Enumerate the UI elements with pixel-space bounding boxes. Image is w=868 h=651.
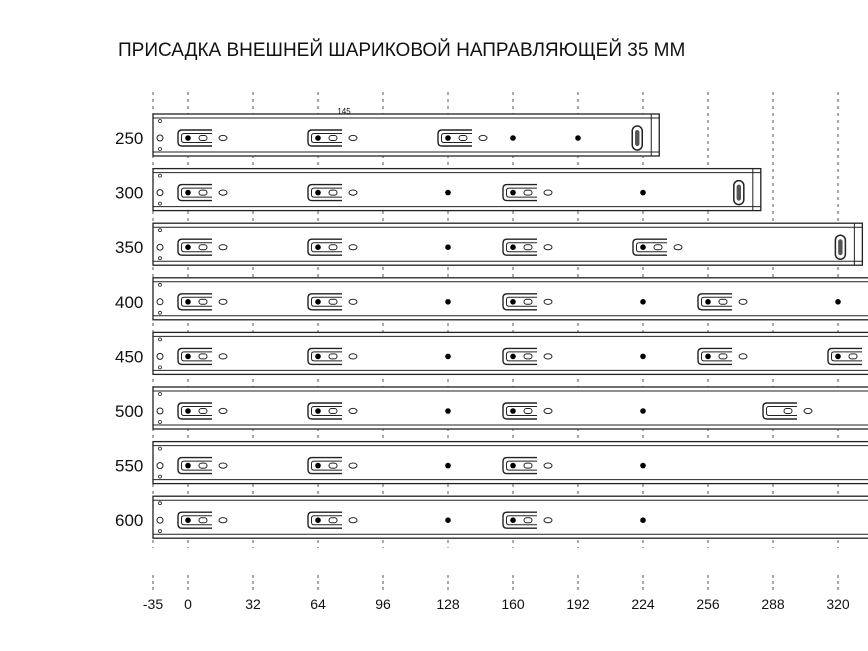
- drill-point: [445, 408, 451, 414]
- drill-point: [510, 354, 516, 360]
- oval-hole: [739, 354, 747, 359]
- end-hole: [157, 353, 163, 359]
- scale-label: 192: [566, 596, 590, 612]
- slot-hole: [849, 354, 857, 359]
- oval-hole: [804, 408, 812, 413]
- slot-hole: [329, 463, 337, 468]
- oval-hole: [739, 299, 747, 304]
- oval-hole: [219, 299, 227, 304]
- slot-hole: [199, 354, 207, 359]
- end-stop-slot: [635, 130, 639, 146]
- rivet: [159, 120, 162, 123]
- drill-point: [185, 244, 191, 250]
- drill-point: [315, 463, 321, 469]
- drill-point: [445, 354, 451, 360]
- slot-hole: [524, 518, 532, 523]
- rivet: [159, 257, 162, 260]
- slot-hole: [524, 190, 532, 195]
- drill-point: [185, 354, 191, 360]
- end-hole: [157, 517, 163, 523]
- rivet: [159, 202, 162, 205]
- top-annotation: 145: [337, 107, 351, 116]
- oval-hole: [544, 518, 552, 523]
- rail-row-250: [115, 114, 659, 156]
- slot-hole: [199, 409, 207, 414]
- drill-point: [315, 244, 321, 250]
- drill-point: [640, 299, 646, 305]
- scale-label: -35: [142, 596, 164, 612]
- drill-point: [705, 354, 711, 360]
- rail-body: [153, 332, 868, 374]
- drill-point: [445, 299, 451, 305]
- scale-label: 128: [436, 596, 460, 612]
- rivet: [159, 311, 162, 314]
- drill-point: [640, 244, 646, 250]
- rail-body: [153, 114, 659, 156]
- slot-hole: [199, 518, 207, 523]
- rail-row-550: [115, 442, 868, 484]
- rail-length-label: 300: [115, 183, 144, 203]
- end-hole: [157, 408, 163, 414]
- drill-point: [445, 190, 451, 196]
- rail-row-350: [115, 223, 862, 265]
- oval-hole: [219, 190, 227, 195]
- end-hole: [157, 190, 163, 196]
- drill-point: [315, 299, 321, 305]
- scale-label: 224: [631, 596, 655, 612]
- rivet: [159, 393, 162, 396]
- rail-body: [153, 169, 761, 211]
- drill-point: [185, 135, 191, 141]
- drill-point: [510, 408, 516, 414]
- drill-point: [640, 408, 646, 414]
- drill-point: [185, 408, 191, 414]
- rail-body: [153, 223, 862, 265]
- drill-point: [835, 299, 841, 305]
- rail-rows: [115, 114, 868, 538]
- rivet: [159, 148, 162, 151]
- slot-hole: [199, 190, 207, 195]
- rivet: [159, 229, 162, 232]
- drill-point: [185, 190, 191, 196]
- slot-hole: [199, 299, 207, 304]
- rail-length-label: 250: [115, 129, 144, 148]
- drill-point: [315, 135, 321, 141]
- oval-hole: [544, 190, 552, 195]
- drill-point: [315, 408, 321, 414]
- drill-point: [640, 354, 646, 360]
- drill-point: [510, 517, 516, 523]
- oval-hole: [349, 518, 357, 523]
- rail-length-label: 550: [115, 456, 144, 476]
- drill-point: [445, 135, 451, 141]
- drill-point: [510, 244, 516, 250]
- rivet: [159, 174, 162, 177]
- end-hole: [157, 244, 163, 250]
- oval-hole: [544, 408, 552, 413]
- slot-hole: [784, 409, 792, 414]
- slot-hole: [199, 463, 207, 468]
- rivet: [159, 530, 162, 533]
- rivet: [159, 421, 162, 424]
- oval-hole: [349, 354, 357, 359]
- scale-label: 64: [310, 596, 326, 612]
- oval-hole: [544, 463, 552, 468]
- rail-row-400: [115, 278, 868, 320]
- oval-hole: [544, 354, 552, 359]
- oval-hole: [219, 518, 227, 523]
- slot-hole: [524, 354, 532, 359]
- rail-length-label: 450: [115, 347, 144, 367]
- slot-hole: [524, 245, 532, 250]
- rivet: [159, 366, 162, 369]
- scale-label: 0: [184, 596, 192, 612]
- drill-point: [575, 135, 581, 141]
- drill-point: [510, 299, 516, 305]
- slot-hole: [329, 409, 337, 414]
- drill-point: [445, 517, 451, 523]
- drill-point: [835, 354, 841, 360]
- slot-hole: [329, 136, 337, 141]
- drill-point: [315, 517, 321, 523]
- slot-hole: [524, 299, 532, 304]
- drill-point: [315, 354, 321, 360]
- rivet: [159, 283, 162, 286]
- oval-hole: [544, 245, 552, 250]
- rail-length-label: 350: [115, 238, 144, 258]
- rail-body: [153, 278, 868, 320]
- rail-row-500: [115, 387, 868, 429]
- rail-body: [153, 496, 868, 538]
- rivet: [159, 475, 162, 478]
- rail-length-label: 400: [115, 292, 144, 312]
- diagram-title: ПРИСАДКА ВНЕШНЕЙ ШАРИКОВОЙ НАПРАВЛЯЮЩЕЙ 35 ММ: [118, 40, 686, 61]
- oval-hole: [219, 135, 227, 140]
- drill-point: [510, 135, 516, 141]
- oval-hole: [479, 135, 487, 140]
- slot-hole: [329, 245, 337, 250]
- end-hole: [157, 299, 163, 305]
- scale-label: 256: [696, 596, 720, 612]
- slot-hole: [329, 299, 337, 304]
- oval-hole: [544, 299, 552, 304]
- oval-hole: [349, 299, 357, 304]
- slot-hole: [329, 190, 337, 195]
- drill-point: [445, 463, 451, 469]
- end-stop-slot: [838, 239, 842, 255]
- slot-hole: [719, 354, 727, 359]
- drill-point: [445, 244, 451, 250]
- rivet: [159, 447, 162, 450]
- rail-row-600: [115, 496, 868, 538]
- end-hole: [157, 135, 163, 141]
- rail-body: [153, 442, 868, 484]
- slot-hole: [199, 136, 207, 141]
- oval-hole: [219, 245, 227, 250]
- slot-hole: [654, 245, 662, 250]
- drill-point: [185, 517, 191, 523]
- slot-hole: [524, 409, 532, 414]
- slot-hole: [459, 136, 467, 141]
- scale-label: 160: [501, 596, 525, 612]
- drill-point: [640, 190, 646, 196]
- oval-hole: [219, 354, 227, 359]
- scale-label: 288: [761, 596, 785, 612]
- scale-label: 32: [245, 596, 261, 612]
- rivet: [159, 502, 162, 505]
- drill-point: [640, 517, 646, 523]
- oval-hole: [349, 408, 357, 413]
- rail-body: [153, 387, 868, 429]
- scale-label: 320: [826, 596, 850, 612]
- rail-row-300: [115, 169, 761, 211]
- rail-row-450: [115, 332, 868, 374]
- rivet: [159, 338, 162, 341]
- oval-hole: [219, 463, 227, 468]
- dimension-scale: [143, 575, 868, 612]
- oval-hole: [349, 135, 357, 140]
- slot-hole: [719, 299, 727, 304]
- oval-hole: [349, 190, 357, 195]
- end-hole: [157, 463, 163, 469]
- drill-point: [185, 463, 191, 469]
- rail-length-label: 600: [115, 511, 144, 531]
- rail-length-label: 500: [115, 402, 144, 421]
- slot-hole: [329, 354, 337, 359]
- oval-hole: [349, 245, 357, 250]
- slot-hole: [199, 245, 207, 250]
- drill-point: [640, 463, 646, 469]
- drill-point: [510, 190, 516, 196]
- oval-hole: [674, 245, 682, 250]
- drill-point: [315, 190, 321, 196]
- slot-hole: [524, 463, 532, 468]
- drill-point: [185, 299, 191, 305]
- drill-point: [705, 299, 711, 305]
- drill-point: [510, 463, 516, 469]
- scale-label: 96: [375, 596, 391, 612]
- oval-hole: [349, 463, 357, 468]
- end-stop-slot: [737, 185, 741, 201]
- oval-hole: [219, 408, 227, 413]
- slot-hole: [329, 518, 337, 523]
